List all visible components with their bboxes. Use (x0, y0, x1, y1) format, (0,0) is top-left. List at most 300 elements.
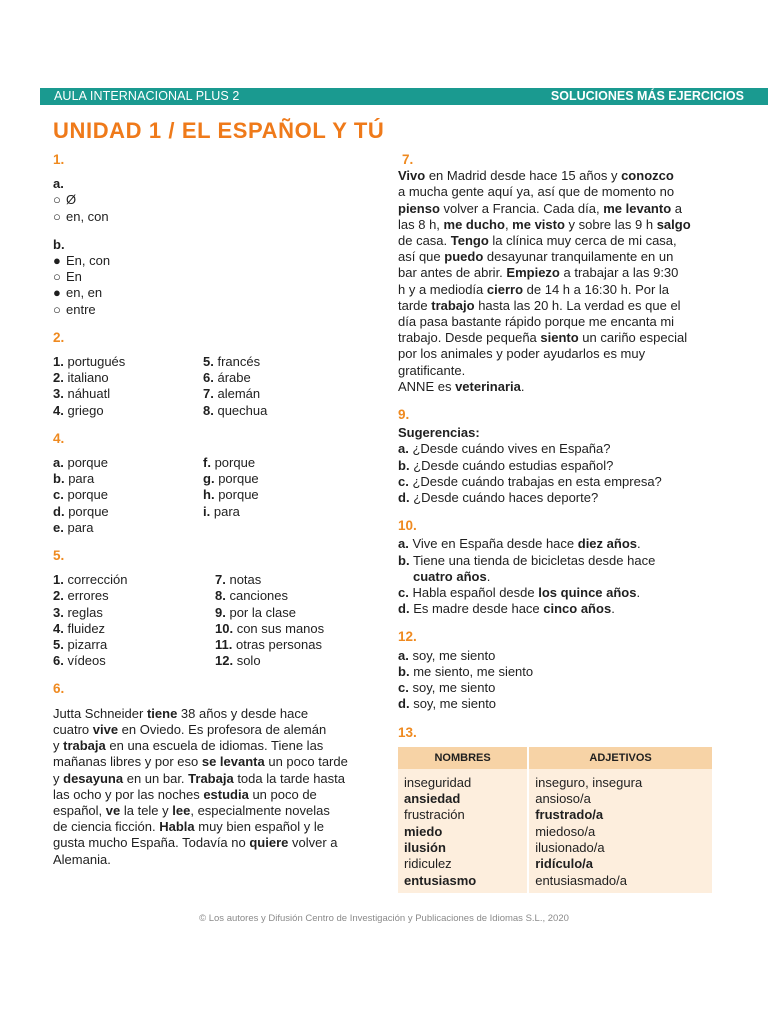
text-run: Es madre desde hace (413, 601, 544, 617)
text-run: así que (398, 249, 445, 265)
item-number: 8. (203, 402, 214, 418)
sub-label: a. (53, 176, 64, 192)
exercise-12 (398, 629, 716, 712)
highlighted-verb: desayuna (63, 770, 124, 786)
table-row (398, 791, 713, 807)
text-run: muy bien español y le (194, 819, 324, 835)
item-text: italiano (67, 370, 109, 386)
exercise-number: 7. (402, 152, 414, 167)
item-text: me siento, me siento (413, 663, 534, 679)
text-run: Habla español desde (412, 585, 539, 601)
highlighted-verb: quiere (249, 835, 289, 851)
text-run: , especialmente novelas (190, 802, 330, 818)
item-number: 3. (53, 386, 64, 402)
adjective-cell (528, 807, 713, 823)
text-line (398, 346, 716, 362)
noun-cell (398, 807, 528, 823)
item-number: 2. (53, 588, 64, 604)
text-line (53, 754, 373, 770)
exercise-number: 6. (53, 681, 65, 697)
adjective-text: ridículo/a (535, 856, 594, 872)
highlighted-answer: diez años (577, 536, 637, 552)
list-item (53, 572, 215, 588)
item-text: otras personas (235, 637, 322, 653)
text-line (53, 706, 373, 722)
highlighted-verb: siento (540, 330, 579, 346)
list-item (215, 653, 365, 669)
exercise-2 (53, 330, 373, 419)
bullet-icon: ○ (53, 208, 61, 224)
exercise-number: 2. (53, 329, 65, 345)
exercise-13 (398, 725, 716, 893)
list-item (53, 455, 203, 471)
list-item (53, 403, 203, 419)
noun-text: inseguridad (404, 774, 472, 790)
list-item (398, 536, 716, 552)
highlighted-verb: Habla (159, 819, 195, 835)
highlighted-verb: puedo (444, 249, 484, 265)
answer-grid (53, 572, 373, 669)
item-text: soy, me siento (413, 696, 497, 712)
item-text: porque (68, 503, 109, 519)
item-number: 2. (53, 370, 64, 386)
highlighted-verb: lee (172, 802, 191, 818)
item-number: f. (203, 455, 211, 471)
answer-paragraph (398, 168, 716, 395)
text-run: . (637, 536, 641, 552)
table-header-adjectives: ADJETIVOS (528, 747, 713, 769)
list-item (398, 490, 716, 506)
item-text: ¿Desde cuándo vives en España? (412, 441, 611, 457)
list-item (53, 386, 203, 402)
text-run: un poco tarde (264, 754, 348, 770)
item-text: vídeos (67, 653, 106, 669)
option-row (53, 302, 373, 318)
section-title: SOLUCIONES MÁS EJERCICIOS (550, 89, 744, 103)
list-item (215, 621, 365, 637)
exercise-9 (398, 407, 716, 506)
table-row (398, 824, 713, 840)
noun-text: ansiedad (404, 791, 461, 807)
list-item (53, 487, 203, 503)
highlighted-verb: Empiezo (506, 265, 560, 281)
option-list (53, 253, 373, 318)
text-run: . (520, 378, 525, 394)
noun-text: ilusión (404, 839, 446, 855)
text-run: un cariño especial (578, 330, 688, 346)
option-list (53, 192, 373, 224)
item-number: 7. (203, 386, 214, 402)
text-run: toda la tarde hasta (233, 770, 346, 786)
noun-cell (398, 840, 528, 856)
adjective-cell (528, 872, 713, 892)
item-text: ¿Desde cuándo estudias español? (413, 457, 614, 473)
list-item (398, 553, 716, 569)
text-line (398, 168, 716, 184)
book-title: AULA INTERNACIONAL PLUS 2 (54, 89, 240, 103)
text-line (398, 330, 716, 346)
text-run: de casa. (398, 233, 451, 249)
item-number: i. (203, 503, 211, 519)
highlighted-verb: me visto (512, 216, 565, 232)
text-line (53, 722, 373, 738)
list-item (53, 653, 215, 669)
text-run: la clínica muy cerca de mi casa, (488, 233, 677, 249)
item-number: 12. (215, 653, 234, 669)
item-number: g. (203, 471, 215, 487)
text-run: Tiene una tienda de bicicletas desde hace (412, 552, 656, 568)
text-run: tarde (398, 297, 432, 313)
list-item (203, 455, 353, 471)
text-run: a (671, 200, 682, 216)
text-run: , (504, 216, 513, 232)
highlighted-verb: estudia (203, 786, 249, 802)
adjective-text: entusiasmado/a (535, 872, 627, 888)
highlighted-verb: trabaja (63, 738, 106, 754)
bullet-icon: ● (53, 285, 61, 301)
text-run: en una escuela de idiomas. Tiene las (105, 738, 324, 754)
highlighted-verb: Vivo (398, 168, 426, 184)
list-item (398, 585, 716, 601)
text-run: volver a Francia. Cada día, (439, 200, 604, 216)
item-number: 1. (53, 354, 64, 370)
text-line (398, 201, 716, 217)
text-run: . (636, 585, 641, 601)
highlighted-verb: Tengo (450, 233, 489, 249)
item-letter: b. (398, 552, 410, 568)
copyright-footer: © Los autores y Difusión Centro de Investigación y Publicaciones de Idiomas S.L., 2020 (199, 913, 569, 924)
item-number: 4. (53, 620, 64, 636)
list-item (398, 696, 716, 712)
item-letter: c. (398, 473, 409, 489)
item-number: h. (203, 487, 215, 503)
item-text: corrección (67, 572, 128, 588)
text-run: Vive en España desde hace (412, 536, 578, 552)
text-line (398, 233, 716, 249)
list-item (53, 504, 203, 520)
left-column (53, 152, 373, 868)
item-text: portugués (67, 354, 126, 370)
item-text: porque (67, 487, 108, 503)
exercise-number: 4. (53, 430, 65, 446)
text-run: gratificante. (398, 362, 466, 378)
item-number: 6. (53, 653, 64, 669)
item-text: para (68, 471, 95, 487)
answer-grid (53, 455, 373, 536)
item-text: porque (67, 455, 108, 471)
list-item-continuation (398, 569, 716, 585)
text-run: en un bar. (123, 770, 189, 786)
item-number: 10. (215, 620, 234, 636)
highlighted-verb: Trabaja (188, 770, 234, 786)
noun-text: ridiculez (404, 856, 452, 872)
table-row (398, 856, 713, 872)
noun-cell (398, 791, 528, 807)
item-number: 8. (215, 588, 226, 604)
item-text: solo (236, 653, 261, 669)
sub-label: b. (53, 236, 65, 252)
option-text: entre (66, 301, 96, 317)
list-item (53, 354, 203, 370)
text-run: a mucha gente aquí ya, así que de momento no (398, 184, 675, 200)
bullet-icon: ○ (53, 269, 61, 285)
text-run: de 14 h a 16:30 h. Por la (523, 281, 670, 297)
highlighted-verb: me levanto (603, 200, 672, 216)
item-letter: b. (398, 457, 410, 473)
highlighted-verb: ve (105, 802, 121, 818)
suggestions-label: Sugerencias: (398, 425, 480, 441)
answer-list (398, 536, 716, 617)
list-item (53, 588, 215, 604)
item-letter: b. (398, 663, 410, 679)
text-run: hasta las 20 h. La verdad es que el (474, 297, 681, 313)
text-line (398, 249, 716, 265)
text-line (398, 265, 716, 281)
highlighted-verb: veterinaria (455, 378, 521, 394)
list-item (398, 680, 716, 696)
exercise-number: 10. (398, 518, 417, 534)
text-run: la tele y (120, 802, 173, 818)
list-item (53, 471, 203, 487)
text-run: día pasa bastante rápido porque me encanta mi (398, 314, 675, 330)
text-run: y (53, 738, 64, 754)
noun-text: entusiasmo (404, 872, 477, 888)
text-line (53, 738, 373, 754)
text-run: en Madrid desde hace 15 años y (425, 168, 622, 184)
item-text: fluidez (67, 620, 106, 636)
exercise-number: 13. (398, 724, 417, 740)
page-title: UNIDAD 1 / EL ESPAÑOL Y TÚ (53, 118, 385, 143)
adjective-text: frustrado/a (535, 807, 604, 823)
text-run: cuatro (53, 721, 93, 737)
highlighted-verb: tiene (146, 705, 178, 721)
item-number: 5. (203, 354, 214, 370)
list-item (53, 370, 203, 386)
noun-cell (398, 856, 528, 872)
option-row (53, 269, 373, 285)
list-item (53, 637, 215, 653)
item-number: c. (53, 487, 64, 503)
item-number: a. (53, 455, 64, 471)
list-item (203, 370, 353, 386)
text-line (398, 314, 716, 330)
item-text: notas (229, 572, 262, 588)
text-run: y (53, 770, 64, 786)
item-letter: d. (398, 696, 410, 712)
bullet-icon: ○ (53, 301, 61, 317)
exercise-5 (53, 548, 373, 669)
text-run: ANNE es (398, 378, 456, 394)
highlighted-answer: cuatro años (413, 568, 487, 584)
item-number: 6. (203, 370, 214, 386)
answer-list (398, 648, 716, 713)
highlighted-verb: se levanta (201, 754, 265, 770)
item-text: con sus manos (236, 620, 325, 636)
item-number: 3. (53, 604, 64, 620)
option-row (53, 192, 373, 208)
item-text: errores (67, 588, 109, 604)
item-letter: c. (398, 585, 409, 601)
item-number: 9. (215, 604, 226, 620)
item-letter: a. (398, 536, 409, 552)
text-run: las 8 h, (398, 216, 444, 232)
text-line (53, 771, 373, 787)
list-item (215, 637, 365, 653)
exercise-4 (53, 431, 373, 536)
item-text: para (213, 503, 240, 519)
text-run: español, (53, 802, 106, 818)
text-run: trabajo. Desde pequeña (398, 330, 541, 346)
exercise-number: 1. (53, 152, 65, 167)
item-text: árabe (217, 370, 251, 386)
item-text: griego (67, 402, 104, 418)
noun-cell (398, 769, 528, 791)
item-text: ¿Desde cuándo trabajas en esta empresa? (412, 473, 662, 489)
noun-cell (398, 872, 528, 892)
answer-paragraph (53, 706, 373, 868)
highlighted-verb: me ducho (443, 216, 505, 232)
text-run: las ocho y por las noches (53, 786, 204, 802)
list-item (398, 648, 716, 664)
adjective-text: ilusionado/a (535, 839, 605, 855)
list-item (203, 403, 353, 419)
exercise-number: 12. (398, 629, 417, 645)
item-number: 7. (215, 572, 226, 588)
highlighted-verb: trabajo (431, 297, 475, 313)
item-text: soy, me siento (412, 647, 496, 663)
adjective-cell (528, 840, 713, 856)
item-text: para (67, 519, 94, 535)
exercise-6 (53, 681, 373, 867)
item-letter: c. (398, 680, 409, 696)
text-run: un poco de (248, 786, 317, 802)
exercise-1 (53, 152, 373, 318)
text-run: y sobre las 9 h (564, 216, 657, 232)
list-item (203, 471, 353, 487)
text-run: Alemania. (53, 851, 111, 867)
item-letter: a. (398, 647, 409, 663)
option-text: en, con (66, 208, 109, 224)
highlighted-answer: los quince años (538, 585, 637, 601)
list-item (53, 605, 215, 621)
list-item (398, 458, 716, 474)
text-run: h y a mediodía (398, 281, 487, 297)
item-number: 4. (53, 402, 64, 418)
item-number: 1. (53, 572, 64, 588)
option-text: En (66, 269, 82, 285)
nouns-adjectives-table (398, 747, 714, 893)
item-text: reglas (67, 604, 103, 620)
adjective-cell (528, 791, 713, 807)
highlighted-verb: salgo (656, 216, 691, 232)
list-item (398, 441, 716, 457)
text-run: 38 años y desde hace (177, 705, 309, 721)
exercise-number: 5. (53, 548, 65, 564)
text-run: gusta mucho España. Todavía no (53, 835, 250, 851)
option-row (53, 209, 373, 225)
text-run: volver a (288, 835, 338, 851)
list-item (203, 487, 353, 503)
item-text: porque (218, 487, 259, 503)
item-text: por la clase (229, 604, 296, 620)
text-line (398, 379, 716, 395)
list-item (203, 354, 353, 370)
noun-cell (398, 824, 528, 840)
highlighted-answer: cinco años (543, 601, 612, 617)
adjective-cell (528, 856, 713, 872)
option-text: Ø (66, 192, 77, 208)
exercise-number: 9. (398, 407, 410, 423)
text-run: mañanas libres y por eso (53, 754, 202, 770)
item-text: pizarra (67, 637, 108, 653)
text-run: Jutta Schneider (53, 705, 147, 721)
option-row (53, 285, 373, 301)
text-run: en Oviedo. Es profesora de alemán (118, 721, 327, 737)
item-text: porque (218, 471, 259, 487)
text-line (53, 835, 373, 851)
list-item (398, 601, 716, 617)
list-item (398, 664, 716, 680)
list-item (398, 474, 716, 490)
list-item (53, 520, 203, 536)
item-letter: a. (398, 441, 409, 457)
text-run: a trabajar a las 9:30 (559, 265, 679, 281)
highlighted-verb: pienso (398, 200, 440, 216)
text-run: de ciencia ficción. (53, 819, 160, 835)
item-text: alemán (217, 386, 261, 402)
highlighted-verb: cierro (486, 281, 524, 297)
adjective-text: miedoso/a (535, 823, 596, 839)
item-letter: d. (398, 490, 410, 506)
text-line (53, 803, 373, 819)
adjective-text: inseguro, insegura (535, 774, 643, 790)
item-number: e. (53, 519, 64, 535)
item-text: ¿Desde cuándo haces deporte? (413, 490, 599, 506)
adjective-text: ansioso/a (535, 791, 591, 807)
list-item (215, 588, 365, 604)
list-item (53, 621, 215, 637)
item-number: 5. (53, 637, 64, 653)
text-line (398, 217, 716, 233)
list-item (203, 504, 353, 520)
list-item (215, 605, 365, 621)
option-row (53, 253, 373, 269)
table-row (398, 807, 713, 823)
table-header-nouns: NOMBRES (398, 747, 528, 769)
adjective-cell (528, 824, 713, 840)
list-item (203, 386, 353, 402)
item-letter: d. (398, 601, 410, 617)
item-number: b. (53, 471, 65, 487)
text-line (398, 184, 716, 200)
text-line (53, 787, 373, 803)
header-bar (40, 88, 768, 105)
table-row (398, 872, 713, 892)
option-text: En, con (66, 253, 111, 269)
text-run: . (486, 568, 491, 584)
text-run: bar antes de abrir. (398, 265, 507, 281)
item-text: francés (217, 354, 261, 370)
text-run: . (611, 601, 615, 617)
item-text: canciones (229, 588, 289, 604)
bullet-icon: ○ (53, 192, 61, 208)
text-line (53, 852, 373, 868)
text-line (398, 282, 716, 298)
noun-text: miedo (404, 823, 443, 839)
text-line (398, 298, 716, 314)
highlighted-verb: vive (92, 721, 119, 737)
table-row (398, 769, 713, 791)
